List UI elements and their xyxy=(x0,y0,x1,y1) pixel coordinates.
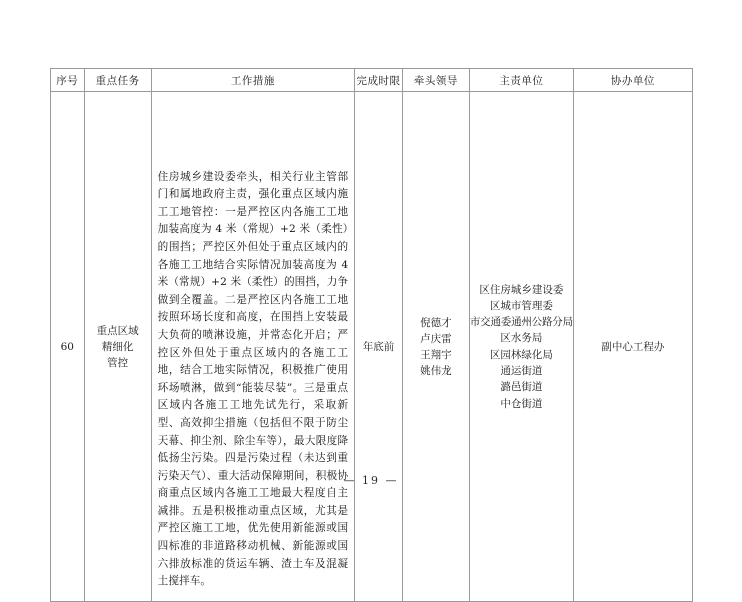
key-task-line: 重点区域 xyxy=(96,324,139,337)
column-header-deadline: 完成时限 xyxy=(355,69,403,92)
main-unit-item: 区住房城乡建设委 xyxy=(479,283,564,296)
deadline-value: 年底前 xyxy=(362,341,395,354)
cell-work-measures xyxy=(151,92,355,602)
column-header-main-unit: 主责单位 xyxy=(469,69,573,92)
assist-unit-item: 副中心工程办 xyxy=(601,340,665,353)
leader-name: 卢庆雷 xyxy=(420,332,452,345)
main-responsible-units-list xyxy=(470,282,573,412)
leader-name: 王翔宇 xyxy=(420,348,452,361)
assisting-units-list xyxy=(574,339,692,355)
main-unit-item: 区水务局 xyxy=(500,332,543,345)
main-unit-item: 区城市管理委 xyxy=(489,299,553,312)
work-measures-text: 住房城乡建设委牵头，相关行业主管部门和属地政府主责，强化重点区域内施工工地管控：一是严控区内各施工工地加装高度为 4 米（常规）+2 米（柔性）的围挡；严控区外但处于重点区域内的各施工工地结合实际情况加装高度为 4 米（常规）+2 米（柔性）的围挡，力争做到全覆盖。二是严控区内各施工工地按照环场长度和高度，在围挡上安装最大负荷的喷淋设施，并常态化开启；严控区外但处于重点区域内的各施工工地，结合工地实际情况，积极推广使用环场喷淋，做到“能装尽装”。三是重点区域内各施工工地先试先行，采取新型、高效抑尘措施（包括但不限于防尘天幕、抑尘剂、除尘车等），最大限度降低扬尘污染。四是污染过程（未达到重污染天气）、重大活动保障期间，积极协商重点区域内各施工工地最大程度自主减排。五是积极推动重点区域，尤其是严控区施工工地，优先使用新能源或国四标准的非道路移动机械、新能源或国六排放标准的货运车辆、渣土车及混凝土搅拌车。 xyxy=(157,170,349,588)
key-task-line: 精细化 xyxy=(101,340,134,353)
column-header-task: 重点任务 xyxy=(84,69,151,92)
column-header-assist-unit: 协办单位 xyxy=(573,69,692,92)
table-header-row xyxy=(51,69,693,92)
key-task-value xyxy=(85,323,151,371)
leader-name: 姚伟龙 xyxy=(420,364,452,377)
cell-lead-leaders xyxy=(402,92,469,602)
key-tasks-table xyxy=(50,68,693,602)
cell-deadline xyxy=(355,92,403,602)
leader-name: 倪德才 xyxy=(420,316,452,329)
cell-sequence-number xyxy=(51,92,85,602)
main-unit-item: 中仓街道 xyxy=(500,397,543,410)
key-task-line: 管控 xyxy=(107,356,129,369)
page-number: — 19 — xyxy=(343,474,399,487)
main-unit-item: 市交通委通州公路分局 xyxy=(469,316,573,329)
main-unit-item: 潞邑街道 xyxy=(500,381,543,394)
cell-key-task xyxy=(84,92,151,602)
sequence-number-value: 60 xyxy=(60,340,74,353)
column-header-seq: 序号 xyxy=(51,69,85,92)
main-unit-item: 通运街道 xyxy=(500,365,543,378)
main-unit-item: 区园林绿化局 xyxy=(489,348,553,361)
column-header-leader: 牵头领导 xyxy=(402,69,469,92)
table-row xyxy=(51,92,693,602)
cell-main-responsible-units xyxy=(469,92,573,602)
cell-assisting-units xyxy=(573,92,692,602)
column-header-measures: 工作措施 xyxy=(151,69,355,92)
work-measures-container xyxy=(152,92,355,591)
